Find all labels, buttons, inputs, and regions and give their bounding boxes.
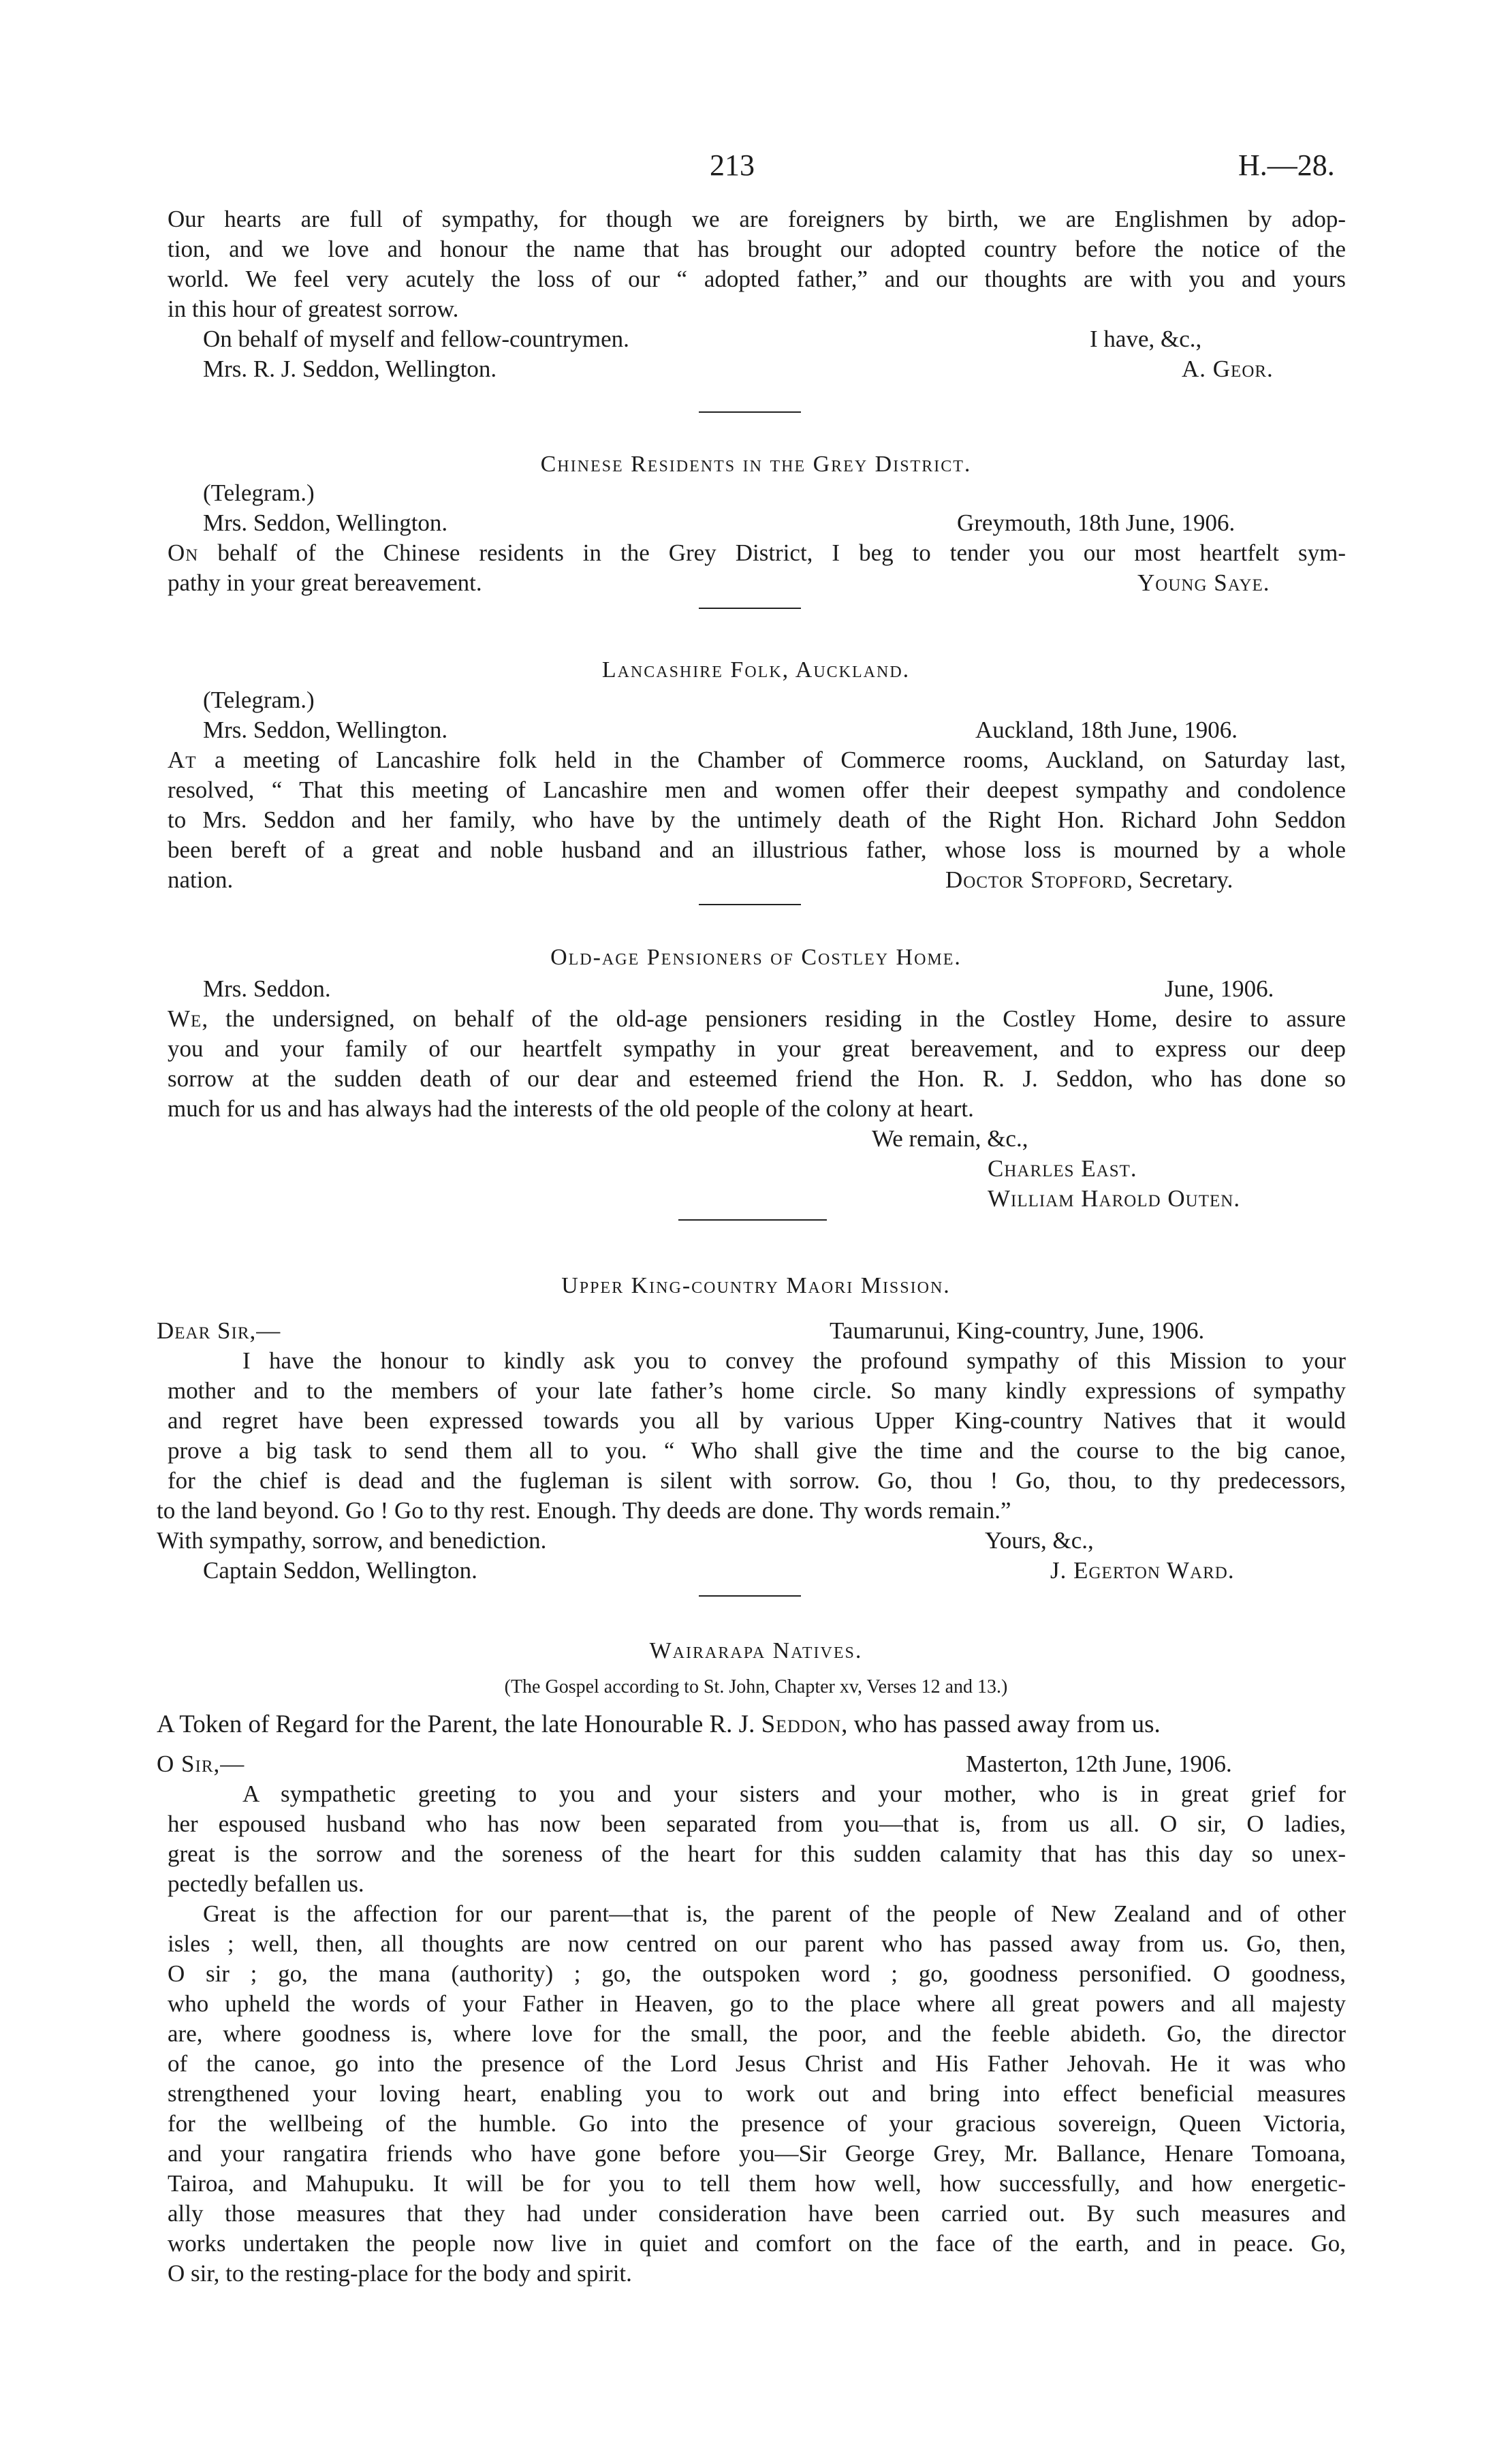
paragraph-line: world. We feel very acutely the loss of our “ adopted father,” and our thoughts are with you and yours: [168, 266, 1346, 292]
paragraph-line: of the canoe, go into the presence of the Lord Jesus Christ and His Father Jehovah. He it was who: [168, 2050, 1346, 2077]
paragraph-line: O sir ; go, the mana (authority) ; go, the outspoken word ; go, goodness personified. O goodness,: [168, 1960, 1346, 1987]
place-date: Masterton, 12th June, 1906.: [966, 1751, 1232, 1777]
document-reference: H.—28.: [1238, 148, 1335, 182]
paragraph-line: resolved, “ That this meeting of Lancashire men and women offer their deepest sympathy and condolence: [168, 777, 1346, 803]
salutation: [157, 1749, 245, 1779]
telegram-label: (Telegram.): [203, 687, 315, 713]
paragraph-line: you and your family of our heartfelt sympathy in your great bereavement, and to express our deep: [168, 1035, 1346, 1062]
paragraph-line: [168, 538, 1346, 568]
section-divider: [678, 1219, 827, 1221]
page-number: 213: [710, 148, 755, 182]
section-heading: Old-age Pensioners of Costley Home.: [550, 945, 962, 970]
lead-word: We: [168, 1005, 202, 1032]
paragraph-line: been bereft of a great and noble husband and an illustrious father, whose loss is mourned by a whole: [168, 836, 1346, 863]
token-name: Seddon: [761, 1710, 842, 1738]
signature-name: Doctor Stopford: [945, 866, 1127, 893]
paragraph-line: and regret have been expressed towards you all by various Upper King-country Natives that it would: [168, 1407, 1346, 1434]
signature: Charles East.: [988, 1155, 1137, 1182]
paragraph-line: and your rangatira friends who have gone before you—Sir George Grey, Mr. Ballance, Henare Tomoana,: [168, 2140, 1346, 2167]
token-text: A Token of Regard for the Parent, the late Honourable R. J.: [157, 1710, 761, 1738]
section-heading: Wairarapa Natives.: [649, 1638, 863, 1663]
telegram-label: (Telegram.): [203, 480, 315, 506]
lead-word: At: [168, 747, 197, 773]
addressee: Mrs. Seddon, Wellington.: [203, 717, 448, 743]
paragraph-line: Our hearts are full of sympathy, for though we are foreigners by birth, we are Englishmen by adop-: [168, 206, 1346, 232]
section-heading: Chinese Residents in the Grey District.: [540, 452, 972, 477]
token-text-end: , who has passed away from us.: [841, 1710, 1161, 1738]
section-divider: [699, 904, 801, 905]
paragraph-line: O sir, to the resting-place for the body and spirit.: [168, 2260, 632, 2287]
paragraph-line: tion, and we love and honour the name that has brought our adopted country before the notice of the: [168, 236, 1346, 262]
paragraph-line: who upheld the words of your Father in Heaven, go to the place where all great powers and all majesty: [168, 1990, 1346, 2017]
signature: Young Saye.: [1137, 569, 1270, 596]
paragraph-line: ally those measures that they had under consideration have been carried out. By such measures and: [168, 2200, 1346, 2227]
paragraph-line: for the wellbeing of the humble. Go into the presence of your gracious sovereign, Queen Victoria,: [168, 2110, 1346, 2137]
paragraph-line: isles ; well, then, all thoughts are now centred on our parent who has passed away from us. Go, then,: [168, 1930, 1346, 1957]
signature-title: , Secretary.: [1127, 866, 1233, 893]
paragraph-line: in this hour of greatest sorrow.: [168, 296, 459, 322]
paragraph-line: pectedly befallen us.: [168, 1870, 364, 1897]
salutation-text: O Sir,—: [157, 1751, 245, 1777]
closing-phrase: I have, &c.,: [1090, 326, 1202, 352]
paragraph-line: for the chief is dead and the fugleman is silent with sorrow. Go, thou ! Go, thou, to thy predecessors,: [168, 1467, 1346, 1494]
place-date: Taumarunui, King-country, June, 1906.: [830, 1317, 1205, 1344]
paragraph-line: I have the honour to kindly ask you to convey the profound sympathy of this Mission to your: [242, 1347, 1346, 1374]
paragraph-line: mother and to the members of your late father’s home circle. So many kindly expressions of sympathy: [168, 1377, 1346, 1404]
addressee: Mrs. Seddon, Wellington.: [203, 509, 448, 536]
paragraph-line: [168, 745, 1346, 775]
section-divider: [699, 411, 801, 413]
section-heading: Lancashire Folk, Auckland.: [601, 657, 911, 683]
addressee: Mrs. R. J. Seddon, Wellington.: [203, 356, 497, 382]
line-text: a meeting of Lancashire folk held in the Chamber of Commerce rooms, Auckland, on Saturday last,: [196, 747, 1346, 773]
section-heading: Upper King-country Maori Mission.: [561, 1273, 951, 1298]
paragraph-line: are, where goodness is, where love for the small, the poor, and the feeble abideth. Go, the director: [168, 2020, 1346, 2047]
section-divider: [699, 1595, 801, 1597]
paragraph-line: Tairoa, and Mahupuku. It will be for you to tell them how well, how successfully, and how energetic-: [168, 2170, 1346, 2197]
token-line: [157, 1710, 1161, 1740]
section-divider: [699, 608, 801, 609]
paragraph-line: to Mrs. Seddon and her family, who have by the untimely death of the Right Hon. Richard John Seddon: [168, 806, 1346, 833]
signature: William Harold Outen.: [988, 1185, 1241, 1212]
paragraph-line: nation.: [168, 866, 234, 893]
line-text: , the undersigned, on behalf of the old-age pensioners residing in the Costley Home, desire to assure: [202, 1005, 1346, 1032]
addressee: Captain Seddon, Wellington.: [203, 1557, 477, 1584]
signature: A. Geor.: [1182, 356, 1274, 382]
paragraph-line: much for us and has always had the interests of the old people of the colony at heart.: [168, 1095, 974, 1122]
closing-phrase: Yours, &c.,: [985, 1527, 1094, 1554]
signature: [945, 865, 1233, 895]
paragraph-line: A sympathetic greeting to you and your sisters and your mother, who is in great grief for: [242, 1781, 1346, 1807]
closing-phrase: On behalf of myself and fellow-countrymen.: [203, 326, 629, 352]
salutation: Dear Sir,—: [157, 1317, 281, 1344]
paragraph-line: prove a big task to send them all to you. “ Who shall give the time and the course to the big canoe,: [168, 1437, 1346, 1464]
line-text: behalf of the Chinese residents in the Grey District, I beg to tender you our most heartfelt sym-: [198, 539, 1346, 566]
paragraph-line: strengthened your loving heart, enabling you to work out and bring into effect beneficial measures: [168, 2080, 1346, 2107]
paragraph-line: [168, 1004, 1346, 1034]
signature: J. Egerton Ward.: [1050, 1557, 1235, 1584]
paragraph-line: sorrow at the sudden death of our dear and esteemed friend the Hon. R. J. Seddon, who has done so: [168, 1065, 1346, 1092]
addressee: Mrs. Seddon.: [203, 975, 331, 1002]
paragraph-line: her espoused husband who has now been separated from you—that is, from us all. O sir, O ladies,: [168, 1810, 1346, 1837]
paragraph-line: Great is the affection for our parent—that is, the parent of the people of New Zealand and of other: [203, 1900, 1346, 1927]
date: June, 1906.: [1165, 975, 1274, 1002]
paragraph-line: pathy in your great bereavement.: [168, 569, 482, 596]
epigraph: (The Gospel according to St. John, Chapter xv, Verses 12 and 13.): [504, 1676, 1008, 1697]
place-date: Auckland, 18th June, 1906.: [975, 717, 1238, 743]
closing-phrase: With sympathy, sorrow, and benediction.: [157, 1527, 547, 1554]
paragraph-line: to the land beyond. Go ! Go to thy rest. Enough. Thy deeds are done. Thy words remain.”: [157, 1497, 1011, 1524]
place-date: Greymouth, 18th June, 1906.: [957, 509, 1235, 536]
closing-phrase: We remain, &c.,: [872, 1125, 1028, 1152]
lead-word: On: [168, 539, 199, 566]
paragraph-line: great is the sorrow and the soreness of the heart for this sudden calamity that has this day so unex-: [168, 1840, 1346, 1867]
paragraph-line: works undertaken the people now live in quiet and comfort on the face of the earth, and in peace. Go,: [168, 2230, 1346, 2257]
